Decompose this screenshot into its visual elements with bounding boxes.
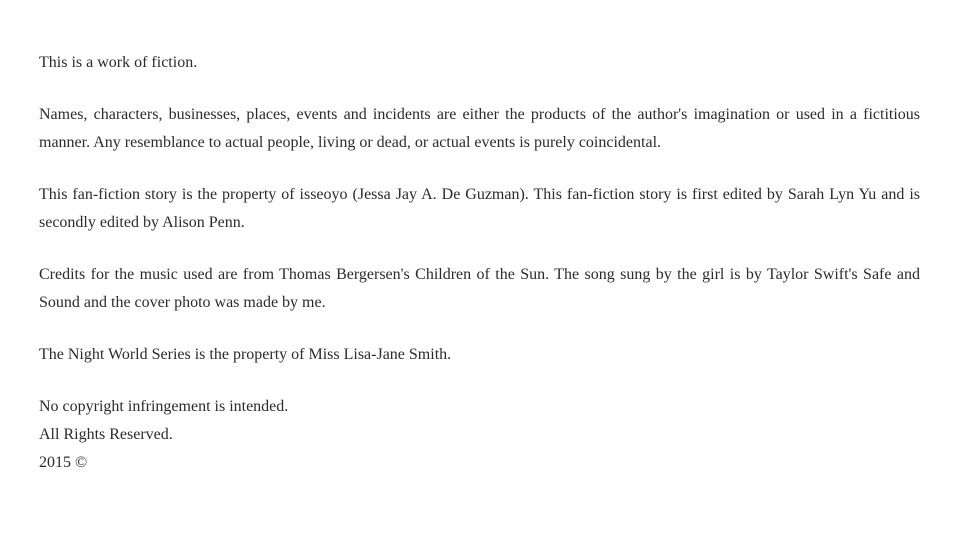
no-infringement-line: No copyright infringement is intended. (39, 398, 289, 415)
disclaimer-paragraph: Names, characters, businesses, places, events and incidents are either the products of the author's imagination or used in a fictitious manner. Any resemblance to actual people, living or dead, or actual events is purely coincidental. (39, 106, 920, 151)
copyright-block (39, 393, 920, 477)
series-property-paragraph: The Night World Series is the property of Miss Lisa-Jane Smith. (39, 346, 452, 363)
music-credits-paragraph: Credits for the music used are from Thomas Bergersen's Children of the Sun. The song sung by the girl is by Taylor Swift's Safe and Sound and the cover photo was made by me. (39, 266, 920, 311)
fiction-statement: This is a work of fiction. (39, 54, 198, 71)
ownership-paragraph: This fan-fiction story is the property of isseoyo (Jessa Jay A. De Guzman). This fan-fiction story is first edited by Sarah Lyn Yu and is secondly edited by Alison Penn. (39, 186, 920, 231)
copyright-year-line: 2015 © (39, 454, 88, 471)
rights-reserved-line: All Rights Reserved. (39, 426, 173, 443)
